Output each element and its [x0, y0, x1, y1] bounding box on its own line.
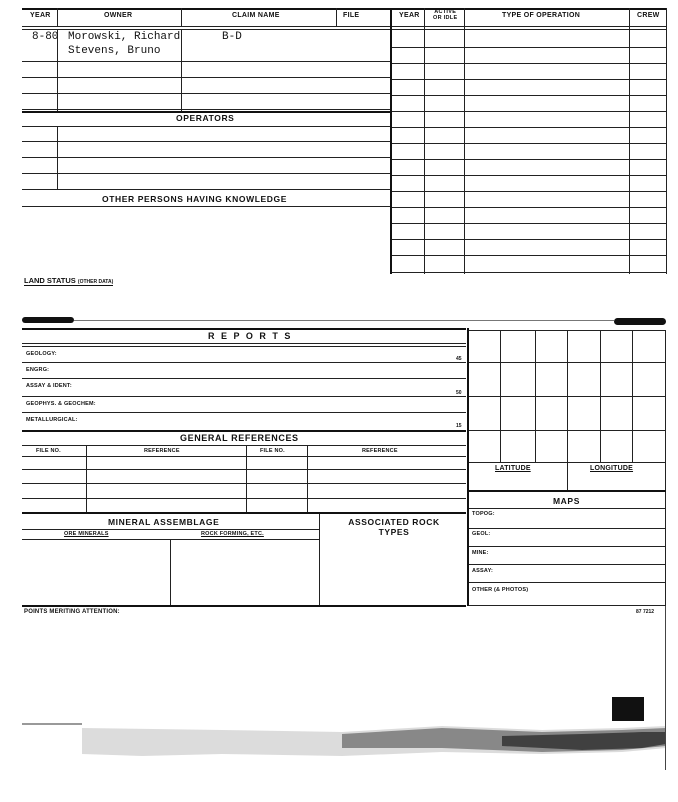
points-meriting-attention-label: POINTS MERITING ATTENTION:	[24, 609, 120, 615]
or-idle-label: OR IDLE	[433, 15, 458, 21]
ref-file-no-2: FILE NO.	[260, 448, 285, 454]
col-sep-owner	[181, 8, 182, 26]
ref-row	[22, 483, 466, 484]
form-number: 87 7212	[636, 609, 655, 615]
mineral-bottom-rule	[22, 605, 466, 607]
owner-row	[22, 109, 390, 110]
owner-row	[22, 93, 390, 94]
entry-owner-1: Morowski, Richard	[68, 31, 181, 43]
right-row	[392, 127, 666, 128]
map-geol: GEOL:	[472, 531, 491, 537]
grid-row	[469, 430, 666, 431]
owner-row	[22, 61, 390, 62]
map-row	[469, 546, 666, 547]
right-edge	[666, 8, 667, 274]
ref-reference-1: REFERENCE	[144, 448, 180, 454]
owner-col-sep-2	[181, 29, 182, 111]
entry-claim: B-D	[222, 31, 242, 43]
operators-col-sep	[57, 126, 58, 190]
right-row	[392, 95, 666, 96]
report-num-45: 45	[456, 356, 462, 362]
report-row	[22, 396, 466, 397]
right-row	[392, 47, 666, 48]
right-row	[392, 239, 666, 240]
report-row	[22, 412, 466, 413]
scan-artifact	[22, 718, 666, 760]
owner-row	[22, 77, 390, 78]
report-row	[22, 378, 466, 379]
header-year: YEAR	[30, 12, 51, 19]
reports-top-rule	[22, 328, 466, 330]
header-rule	[22, 26, 666, 27]
references-rule	[22, 445, 466, 446]
map-assay: ASSAY:	[472, 568, 494, 574]
associated-rock-types-heading: ASSOCIATED ROCK TYPES	[348, 517, 440, 537]
land-status-label	[24, 276, 113, 286]
operators-row	[22, 189, 390, 190]
mineral-col-sep	[319, 514, 320, 606]
ref-col-sep	[86, 445, 87, 513]
right-row	[392, 79, 666, 80]
map-mine: MINE:	[472, 550, 489, 556]
active-label: ACTIVE	[434, 9, 457, 15]
top-border	[22, 8, 666, 10]
reports-rule	[22, 343, 466, 344]
report-geophys: GEOPHYS. & GEOCHEM:	[26, 401, 96, 407]
mineral-col-sep-2	[170, 539, 171, 606]
fold-line	[74, 320, 614, 321]
report-assay: ASSAY & IDENT:	[26, 383, 72, 389]
general-references-heading: GENERAL REFERENCES	[180, 433, 299, 443]
scan-blot	[612, 697, 644, 721]
right-row	[392, 223, 666, 224]
maps-bottom-rule	[469, 605, 666, 606]
header-year-2: YEAR	[399, 12, 420, 19]
land-status-text: LAND STATUS	[24, 276, 76, 285]
mineral-assemblage-heading: MINERAL ASSEMBLAGE	[108, 517, 220, 527]
other-persons-heading: OTHER PERSONS HAVING KNOWLEDGE	[102, 194, 288, 204]
rock-forming-label: ROCK FORMING, ETC.	[201, 531, 264, 537]
right-row	[392, 63, 666, 64]
entry-year: 8-80	[32, 31, 59, 43]
operators-row	[22, 157, 390, 158]
edge-mark-right	[614, 318, 666, 325]
other-persons-rule	[22, 206, 390, 207]
map-row	[469, 564, 666, 565]
land-status-note: (OTHER DATA)	[77, 279, 114, 285]
right-row	[392, 255, 666, 256]
latitude-label: LATITUDE	[495, 465, 531, 472]
right-row	[392, 207, 666, 208]
col-sep-year	[57, 8, 58, 26]
references-header-rule	[22, 456, 466, 457]
map-other: OTHER (& PHOTOS)	[472, 587, 529, 593]
grid-row	[469, 396, 666, 397]
report-metallurgical: METALLURGICAL:	[26, 417, 78, 423]
header-rule-2	[22, 29, 666, 30]
right-row	[392, 272, 666, 273]
reports-heading: R E P O R T S	[208, 331, 293, 341]
right-row	[392, 111, 666, 112]
grid-row	[469, 362, 666, 363]
report-num-15: 15	[456, 423, 462, 429]
references-bottom-rule	[22, 512, 466, 514]
ref-row	[22, 469, 466, 470]
grid-row	[469, 462, 666, 463]
report-row	[22, 362, 466, 363]
operators-heading: OPERATORS	[176, 113, 235, 123]
report-geology: GEOLOGY:	[26, 351, 57, 357]
map-row	[469, 582, 666, 583]
col-sep-claim	[336, 8, 337, 26]
maps-heading: MAPS	[553, 496, 580, 506]
header-owner: OWNER	[104, 12, 133, 19]
right-row	[392, 175, 666, 176]
report-num-50: 50	[456, 390, 462, 396]
operators-row	[22, 141, 390, 142]
ref-col-sep	[307, 445, 308, 513]
mineral-rule	[22, 529, 319, 530]
right-row	[392, 191, 666, 192]
report-engrg: ENGRG:	[26, 367, 50, 373]
ref-row	[22, 498, 466, 499]
reports-rule-2	[22, 346, 466, 347]
ref-reference-2: REFERENCE	[362, 448, 398, 454]
header-crew: CREW	[637, 12, 660, 19]
reports-bottom-rule	[22, 430, 466, 432]
ref-col-sep	[246, 445, 247, 513]
scan-edge-line	[665, 606, 666, 770]
grid-col	[567, 330, 568, 490]
header-file: FILE	[343, 12, 360, 19]
map-row	[469, 528, 666, 529]
map-topog: TOPOG:	[472, 511, 495, 517]
right-row	[392, 143, 666, 144]
operators-row	[22, 173, 390, 174]
ore-minerals-label: ORE MINERALS	[64, 531, 109, 537]
maps-rule	[469, 508, 666, 509]
operators-header-rule	[22, 126, 390, 127]
ref-file-no-1: FILE NO.	[36, 448, 61, 454]
header-active-or-idle	[433, 9, 457, 21]
longitude-label: LONGITUDE	[590, 465, 634, 472]
header-claim-name: CLAIM NAME	[232, 12, 280, 19]
entry-owner-2: Stevens, Bruno	[68, 45, 161, 57]
header-type-of-operation: TYPE OF OPERATION	[502, 12, 581, 19]
edge-mark-left	[22, 317, 74, 323]
right-row	[392, 159, 666, 160]
maps-top-rule	[469, 490, 666, 492]
